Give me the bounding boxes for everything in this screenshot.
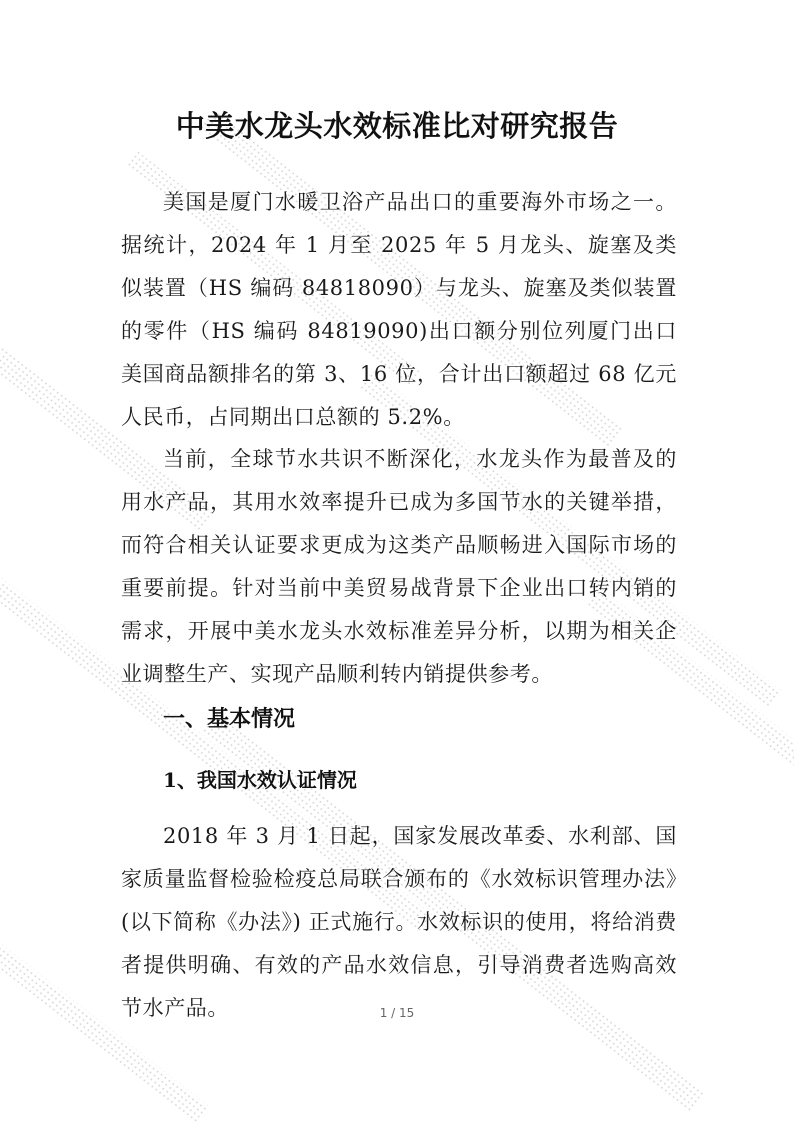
paragraph-water-saving-context: 当前，全球节水共识不断深化，水龙头作为最普及的用水产品，其用水效率提升已成为多国节水的关键举措，而符合相关认证要求更成为这类产品顺畅进入国际市场的重要前提。针对当前中美贸易战背景下企业出口转内销的需求，开展中美水龙头水效标准差异分析，以期为相关企业调整生产、实现产品顺利转内销提供参考。 <box>121 447 677 686</box>
section-heading: 一、基本情况 <box>163 707 296 732</box>
subsection-heading: 1、我国水效认证情况 <box>163 768 357 792</box>
paragraph-water-label-policy: 2018 年 3 月 1 日起，国家发展改革委、水利部、国家质量监督检验检疫总局联合颁布的《水效标识管理办法》(以下简称《办法》) 正式施行。水效标识的使用，将给消费者提供明确、有效的产品水效信息，引导消费者选购高效节水产品。 <box>121 824 677 1020</box>
paragraph-export-statistics: 美国是厦门水暖卫浴产品出口的重要海外市场之一。据统计，2024 年 1 月至 2025 年 5 月龙头、旋塞及类似装置（HS 编码 84818090）与龙头、旋塞及类似装置的零件（HS 编码 84819090)出口额分别位列厦门出口美国商品额排名的第 3、16 位，合计出口额超过 68 亿元人民币，占同期出口总额的 5.2%。 <box>121 190 677 429</box>
page-number: 1 / 15 <box>379 1006 415 1020</box>
document-title: 中美水龙头水效标准比对研究报告 <box>175 109 619 143</box>
